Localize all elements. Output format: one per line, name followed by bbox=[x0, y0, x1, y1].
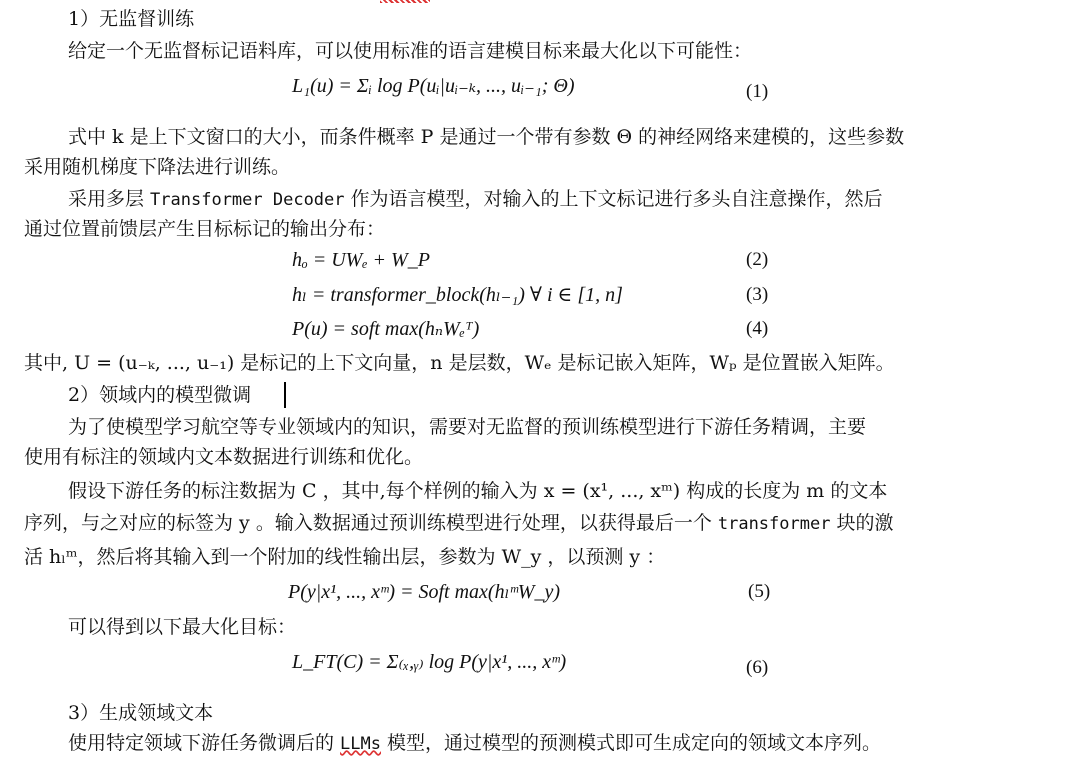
equation-5-number: (5) bbox=[748, 581, 771, 602]
text-cursor bbox=[284, 382, 286, 408]
generate-text-b: 模型，通过模型的预测模式即可生成定向的领域文本序列。 bbox=[381, 732, 882, 754]
paragraph-variable-definitions: 其中, U = (u₋ₖ, ..., u₋₁) 是标记的上下文向量，n 是层数，Wₑ 是标记嵌入矩阵，Wₚ 是位置嵌入矩阵。 bbox=[24, 352, 895, 374]
labeled-data-text-a: 序列，与之对应的标签为 y 。输入数据通过预训练模型进行处理，以获得最后一个 bbox=[24, 512, 718, 534]
equation-6: L_FT(C) = Σ₍ₓ,ᵧ₎ log P(y|x¹, ..., xᵐ) bbox=[292, 651, 567, 673]
labeled-data-text-b: 块的激 bbox=[830, 512, 894, 534]
equation-5: P(y|x¹, ..., xᵐ) = Soft max(hₗᵐW_y) bbox=[288, 581, 560, 603]
equation-6-number: (6) bbox=[746, 657, 769, 678]
equation-1-number: (1) bbox=[746, 81, 769, 102]
equation-1: L₁(u) = Σᵢ log P(uᵢ|uᵢ₋ₖ, ..., uᵢ₋₁; Θ) bbox=[292, 75, 575, 97]
decoder-text-a: 采用多层 bbox=[68, 188, 151, 210]
generate-text-a: 使用特定领域下游任务微调后的 bbox=[68, 732, 341, 754]
paragraph-generate-text bbox=[68, 730, 881, 757]
paragraph-window-size-line2: 采用随机梯度下降法进行训练。 bbox=[24, 156, 291, 178]
paragraph-labeled-data-line3: 活 hₗᵐ，然后将其输入到一个附加的线性输出层，参数为 W_y ，以预测 y ： bbox=[24, 546, 666, 568]
heading-domain-finetuning: 2）领域内的模型微调 bbox=[68, 384, 252, 406]
equation-3-number: (3) bbox=[746, 284, 769, 305]
paragraph-labeled-data-line2 bbox=[24, 510, 894, 537]
paragraph-maximize-objective: 可以得到以下最大化目标： bbox=[68, 616, 297, 638]
heading-generate-domain-text: 3）生成领域文本 bbox=[68, 702, 214, 724]
paragraph-window-size-line1: 式中 k 是上下文窗口的大小，而条件概率 P 是通过一个带有参数 Θ 的神经网络来建模的，这些参数 bbox=[68, 126, 905, 148]
equation-2: hₒ = UWₑ + W_P bbox=[292, 249, 430, 271]
decoder-text-b: 作为语言模型，对输入的上下文标记进行多头自注意操作，然后 bbox=[344, 188, 883, 210]
spellcheck-underline-top bbox=[380, 0, 430, 3]
equation-2-number: (2) bbox=[746, 249, 769, 270]
equation-3: hₗ = transformer_block(hₗ₋₁) ∀ i ∈ [1, n] bbox=[292, 284, 623, 306]
paragraph-finetune-line1: 为了使模型学习航空等专业领域内的知识，需要对无监督的预训练模型进行下游任务精调，主要 bbox=[68, 416, 867, 438]
transformer-code: transformer bbox=[717, 514, 831, 534]
llms-term: LLMs bbox=[340, 734, 381, 754]
paragraph-finetune-line2: 使用有标注的领域内文本数据进行训练和优化。 bbox=[24, 446, 424, 468]
paragraph-decoder-line2: 通过位置前馈层产生目标标记的输出分布： bbox=[24, 218, 386, 240]
paragraph-labeled-data-line1: 假设下游任务的标注数据为 C ，其中,每个样例的输入为 x = (x¹, ..., xᵐ) 构成的长度为 m 的文本 bbox=[68, 480, 888, 502]
equation-4: P(u) = soft max(hₙWₑᵀ) bbox=[292, 318, 480, 340]
decoder-code: Transformer Decoder bbox=[150, 190, 345, 210]
equation-4-number: (4) bbox=[746, 318, 769, 339]
heading-unsupervised-training: 1）无监督训练 bbox=[68, 8, 195, 30]
paragraph-decoder-line1 bbox=[68, 186, 883, 213]
paragraph-corpus-intro: 给定一个无监督标记语料库，可以使用标准的语言建模目标来最大化以下可能性： bbox=[68, 40, 753, 62]
